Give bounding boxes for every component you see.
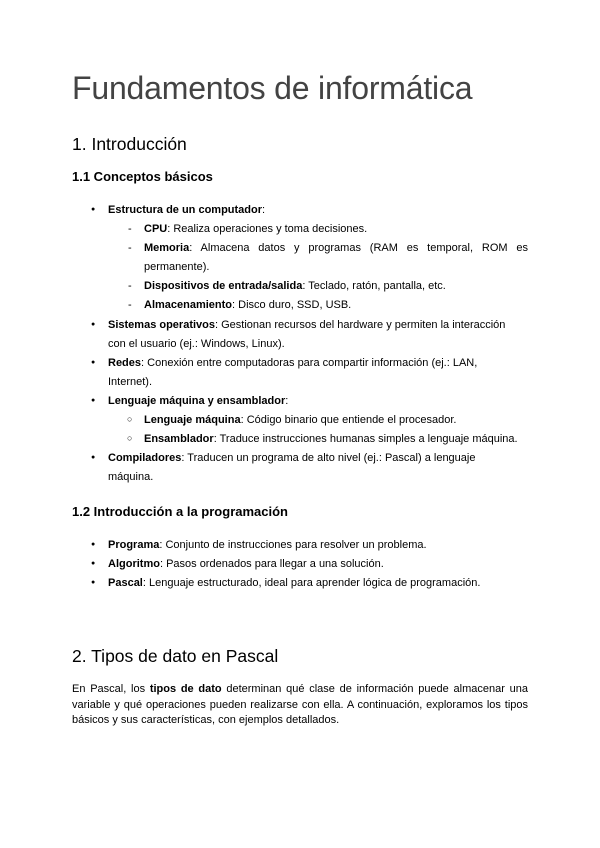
section-1-heading: 1. Introducción: [72, 134, 187, 154]
bullet-icon: [91, 574, 95, 594]
dash-bullet-icon: [128, 220, 132, 239]
list-item-algoritmo: Algoritmo: Pasos ordenados para llegar a una solución.: [108, 558, 384, 570]
bullet-icon: [91, 354, 95, 374]
dash-bullet-icon: [128, 277, 132, 296]
bullet-icon: [91, 201, 95, 221]
dash-bullet-icon: [128, 239, 132, 258]
list-item-ensamblador: Ensamblador: Traduce instrucciones humanas simples a lenguaje máquina.: [144, 433, 518, 445]
subsection-1-2-heading: 1.2 Introducción a la programación: [72, 504, 288, 519]
list-item-dispositivos: Dispositivos de entrada/salida: Teclado, ratón, pantalla, etc.: [144, 280, 446, 292]
subsection-1-1-heading: 1.1 Conceptos básicos: [72, 169, 213, 184]
list-item-memoria: Memoria: Almacena datos y programas (RAM es temporal, ROM es permanente).: [144, 242, 528, 273]
list-item-lenguaje-maquina: Lenguaje máquina: Código binario que entiende el procesador.: [144, 414, 457, 426]
dash-bullet-icon: [128, 296, 132, 315]
list-item-redes: Redes: Conexión entre computadoras para compartir información (ej.: LAN, Internet).: [108, 357, 478, 388]
bullet-icon: [91, 392, 95, 412]
circle-bullet-icon: [127, 411, 132, 430]
bullet-icon: [91, 449, 95, 469]
list-item-almacenamiento: Almacenamiento: Disco duro, SSD, USB.: [144, 299, 352, 311]
section-2-heading: 2. Tipos de dato en Pascal: [72, 646, 279, 666]
circle-bullet-icon: [127, 430, 132, 449]
list-item-cpu: CPU: Realiza operaciones y toma decisiones.: [144, 223, 368, 235]
section-2-paragraph: En Pascal, los tipos de dato determinan qué clase de información puede almacenar una variable y qué operaciones pueden realizarse con ella. A continuación, exploramos los tipos básicos y sus características, con ejemplos detallados.: [72, 683, 528, 726]
list-item-programa: Programa: Conjunto de instrucciones para resolver un problema.: [108, 539, 427, 551]
list-item-compiladores: Compiladores: Traducen un programa de alto nivel (ej.: Pascal) a lenguaje máquina.: [108, 452, 476, 483]
list-item-pascal: Pascal: Lenguaje estructurado, ideal para aprender lógica de programación.: [108, 577, 481, 589]
list-item-lenguaje: Lenguaje máquina y ensamblador:: [108, 395, 289, 407]
list-item-sistemas-operativos: Sistemas operativos: Gestionan recursos del hardware y permiten la interacción con el usuario (ej.: Windows, Linux).: [108, 319, 506, 350]
bullet-icon: [91, 555, 95, 575]
document-title: Fundamentos de informática: [72, 70, 473, 106]
bullet-icon: [91, 316, 95, 336]
list-item-computer: Estructura de un computador:: [108, 204, 266, 216]
bullet-icon: [91, 536, 95, 556]
